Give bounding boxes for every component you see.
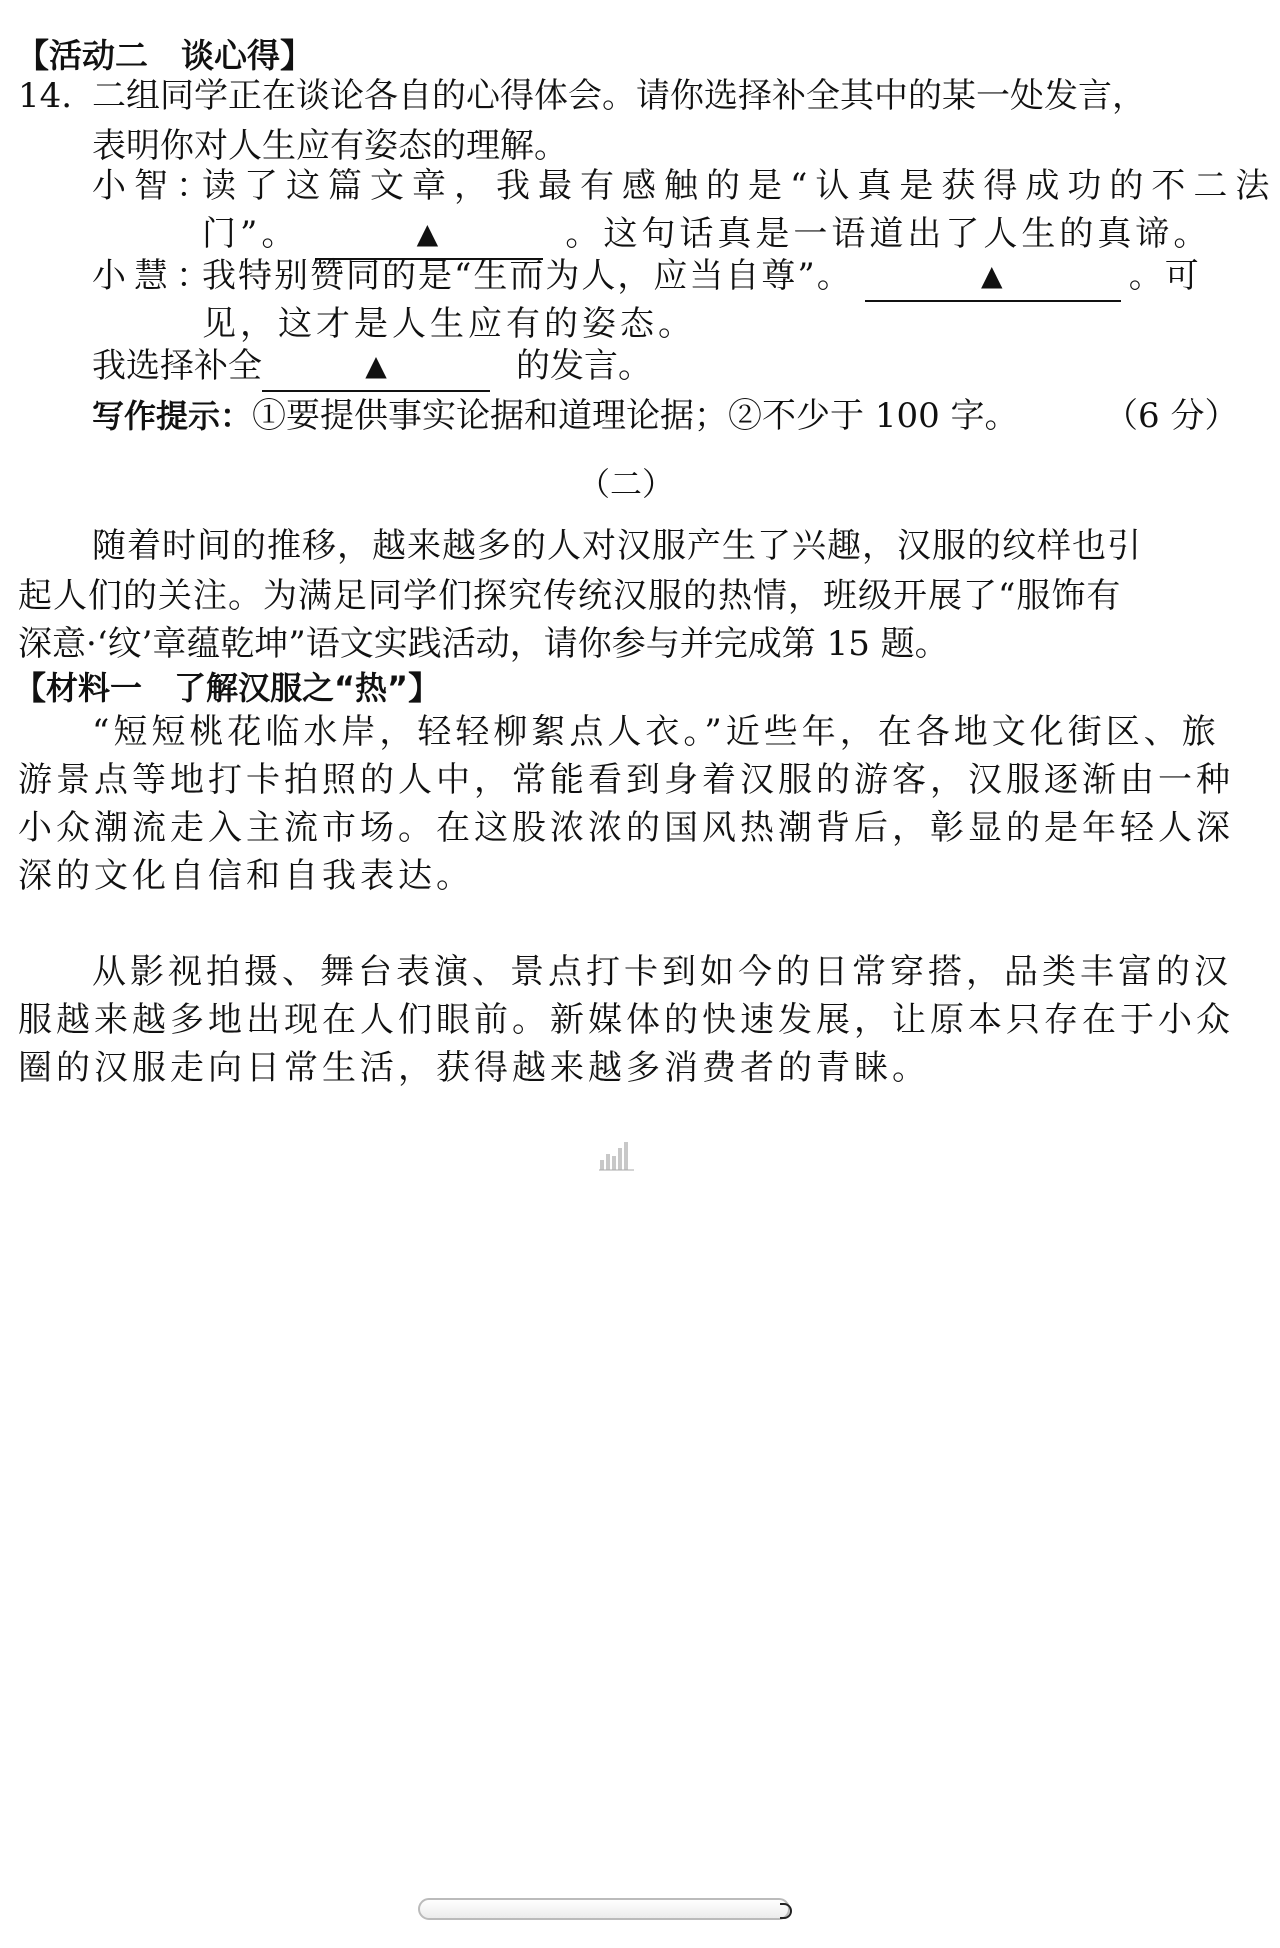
xiaohui-blank[interactable] xyxy=(865,254,1121,302)
home-indicator-icon[interactable] xyxy=(418,1898,790,1920)
xiaozhi-speaker: 小智： xyxy=(92,166,218,206)
material1-p1-line4: 深的文化自信和自我表达。 xyxy=(18,856,474,896)
material1-p2-line3: 圈的汉服走向日常生活，获得越来越多消费者的青睐。 xyxy=(18,1048,930,1088)
choose-line xyxy=(92,344,652,392)
choose-blank[interactable] xyxy=(262,344,490,392)
writing-hint xyxy=(92,394,1019,438)
intro-line1: 随着时间的推移，越来越多的人对汉服产生了兴趣，汉服的纹样也引 xyxy=(92,526,1142,566)
question-text-line2: 表明你对人生应有姿态的理解。 xyxy=(92,126,568,166)
xiaozhi-line2-end: 。这句话真是一语道出了人生的真谛。 xyxy=(565,214,1212,254)
xiaozhi-line2 xyxy=(202,212,1211,260)
material1-p1-line2: 游景点等地打卡拍照的人中，常能看到身着汉服的游客，汉服逐渐由一种 xyxy=(18,760,1234,800)
question-text-line1: 二组同学正在谈论各自的心得体会。请你选择补全其中的某一处发言， xyxy=(92,76,1146,116)
question-number: 14. xyxy=(18,76,73,116)
choose-start: 我选择补全 xyxy=(92,346,262,386)
triangle-marker-icon: ▲ xyxy=(980,259,1005,292)
material1-p2-line2: 服越来越多地出现在人们眼前。新媒体的快速发展，让原本只存在于小众 xyxy=(18,1000,1234,1040)
xiaohui-line2: 见，这才是人生应有的姿态。 xyxy=(202,304,696,344)
activity2-heading: 【活动二 谈心得】 xyxy=(16,36,313,75)
choose-end: 的发言。 xyxy=(516,346,652,386)
material1-p2-line1: 从影视拍摄、舞台表演、景点打卡到如今的日常穿搭，品类丰富的汉 xyxy=(92,952,1232,992)
hint-label: 写作提示： xyxy=(92,397,253,435)
material1-p1-line3: 小众潮流走入主流市场。在这股浓浓的国风热潮背后，彰显的是年轻人深 xyxy=(18,808,1234,848)
material1-heading: 【材料一 了解汉服之“热”】 xyxy=(14,669,441,707)
section-title: （二） xyxy=(578,465,675,503)
bar-chart-icon xyxy=(598,1136,636,1172)
xiaozhi-line2-start: 门”。 xyxy=(202,214,300,254)
hint-text: ①要提供事实论据和道理论据；②不少于 100 字。 xyxy=(252,396,1019,436)
xiaohui-line1-end: 。可 xyxy=(1128,256,1201,296)
triangle-marker-icon: ▲ xyxy=(365,349,387,382)
xiaohui-line1 xyxy=(202,254,1201,302)
material1-p1-line1: “短短桃花临水岸，轻轻柳絮点人衣。”近些年，在各地文化街区、旅 xyxy=(92,712,1220,752)
intro-line2: 起人们的关注。为满足同学们探究传统汉服的热情，班级开展了“服饰有 xyxy=(18,576,1122,616)
score: （6 分） xyxy=(1104,396,1239,436)
triangle-marker-icon: ▲ xyxy=(416,217,443,250)
xiaohui-speaker: 小慧： xyxy=(92,256,218,296)
xiaozhi-line1: 读了这篇文章，我最有感触的是“认真是获得成功的不二法 xyxy=(202,166,1278,206)
intro-line3: 深意·‘纹’章蕴乾坤”语文实践活动，请你参与并完成第 15 题。 xyxy=(18,624,949,664)
xiaohui-line1-start: 我特别赞同的是“生而为人，应当自尊”。 xyxy=(202,256,853,296)
xiaozhi-blank[interactable] xyxy=(315,212,543,260)
